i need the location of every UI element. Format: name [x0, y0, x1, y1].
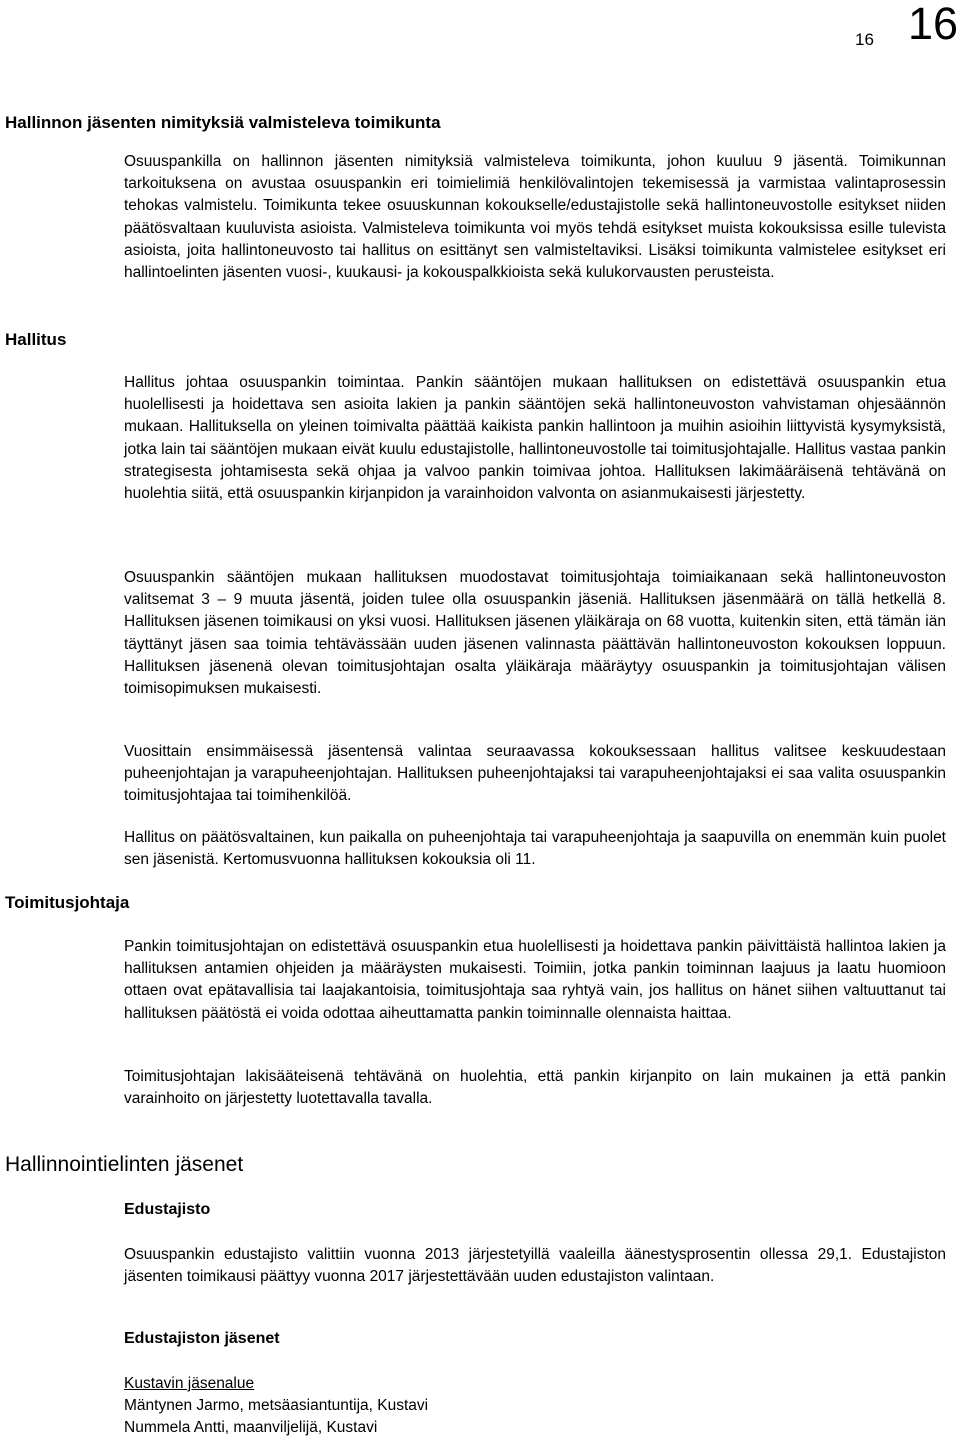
- toimitusjohtaja-paragraph-2: Toimitusjohtajan lakisääteisenä tehtävänä on huolehtia, että pankin kirjanpito on lain mukainen ja että pankin varainhoito on järjestetty luotettavalla tavalla.: [124, 1068, 946, 1108]
- page-number-small: 16: [855, 30, 874, 49]
- hallitus-paragraph-1: Hallitus johtaa osuuspankin toimintaa. Pankin sääntöjen mukaan hallituksen on edistettävä osuuspankin etua huolellisesti ja hoidettava sen asioita lakien ja pankin sääntöjen sekä hallintoneuvoston vahvistaman ohjesäännön mukaan. Hallituksella on yleinen toimivalta päättää kaikista pankin hallintoon ja muihin asioihin liittyvistä kysymyksistä, jotka lain tai sääntöjen mukaan eivät kuulu edustajistolle, hallintoneuvostolle tai toimitusjohtajalle. Hallitus vastaa pankin strategisesta johtamisesta sekä ohjaa ja valvoo pankin toimivaa johtoa. Hallituksen lakimääräisenä tehtävänä on huolehtia siitä, että osuuspankin kirjanpidon ja varainhoidon valvonta on asianmukaisesti järjestetty.: [124, 374, 946, 503]
- toimitusjohtaja-paragraph-1: Pankin toimitusjohtajan on edistettävä osuuspankin etua huolellisesti ja hoidettava pankin päivittäistä hallintoa lakien ja hallituksen antamien ohjeiden ja määräysten mukaisesti. Toimiin, jotka pankin toiminnan laajuus ja laatu huomioon ottaen ovat epätavallisia tai laajakantoisia, toimitusjohtaja saa ryhtyä vain, jos hallitus on hänet siihen valtuuttanut tai hallituksen päätöstä ei voida odottaa aiheuttamatta pankin toiminnalle olennaista haittaa.: [124, 938, 946, 1022]
- edustajisto-paragraph: Osuuspankin edustajisto valittiin vuonna 2013 järjestetyillä vaaleilla äänestysprosentin ollessa 29,1. Edustajiston jäsenten toimikausi päättyy vuonna 2017 järjestettävään uuden edustajiston valintaan.: [124, 1246, 946, 1286]
- member-list-item: Nummela Antti, maanviljelijä, Kustavi: [124, 1419, 378, 1436]
- nimitys-paragraph: Osuuspankilla on hallinnon jäsenten nimityksiä valmisteleva toimikunta, johon kuuluu 9 jäsentä. Toimikunnan tarkoituksena on avustaa osuuspankin eri toimielimiä henkilövalintojen tekemisessä ja varmistaa valintaprosessin tehokas valmistelu. Toimikunta tekee osuuskunnan kokoukselle/edustajistolle sekä hallintoneuvostolle esitykset niiden päätösvaltaan kuuluvista asioista. Valmisteleva toimikunta voi myös tehdä esitykset muista kokouksissa esille tulevista asioista, joita hallintoneuvosto tai hallitus on esittänyt sen valmisteltaviksi. Lisäksi toimikunta valmistelee esitykset eri hallintoelinten jäsenten vuosi-, kuukausi- ja kokouspalkkioista sekä kulukorvausten perusteista.: [124, 153, 946, 282]
- nimitys-heading: Hallinnon jäsenten nimityksiä valmisteleva toimikunta: [5, 113, 441, 132]
- toimitusjohtaja-label: Toimitusjohtaja: [5, 893, 130, 912]
- area-label: Kustavin jäsenalue: [124, 1375, 255, 1392]
- hallitus-paragraph-3: Vuosittain ensimmäisessä jäsentensä valintaa seuraavassa kokouksessaan hallitus valitsee keskuudestaan puheenjohtajan ja varapuheenjohtajan. Hallituksen puheenjohtajaksi tai varapuheenjohtajaksi ei saa valita osuuspankin toimitusjohtajaa tai toimihenkilöä.: [124, 743, 946, 805]
- edustajisto-jasenet-heading: Edustajiston jäsenet: [124, 1330, 280, 1347]
- hallitus-label: Hallitus: [5, 330, 67, 349]
- hallitus-paragraph-2: Osuuspankin sääntöjen mukaan hallituksen muodostavat toimitusjohtaja toimiaikanaan sekä hallintoneuvoston valitsemat 3 – 9 muuta jäsentä, joiden tulee olla osuuspankin jäseniä. Hallituksen jäsenmäärä on tällä hetkellä 8. Hallituksen jäsenen toimikausi on yksi vuosi. Hallituksen jäsenen yläikäraja on 68 vuotta, kuitenkin siten, että tämän iän täyttänyt jäsen saa toimia tehtävässään uuden jäsenen valinnasta päättävän hallintoneuvoston kokouksen loppuun. Hallituksen jäsenenä olevan toimitusjohtajan osalta yläikäraja määräytyy osuuspankin ja toimitusjohtajan välisen toimisopimuksen mukaisesti.: [124, 569, 946, 698]
- edustajisto-heading: Edustajisto: [124, 1201, 211, 1218]
- page-number-large: 16: [908, 0, 959, 49]
- hallitus-paragraph-4: Hallitus on päätösvaltainen, kun paikalla on puheenjohtaja tai varapuheenjohtaja ja saapuvilla on enemmän kuin puolet sen jäsenistä. Kertomusvuonna hallituksen kokouksia oli 11.: [124, 829, 946, 869]
- member-list-item: Mäntynen Jarmo, metsäasiantuntija, Kustavi: [124, 1397, 429, 1414]
- hallintoelimet-heading: Hallinnointielinten jäsenet: [5, 1153, 244, 1176]
